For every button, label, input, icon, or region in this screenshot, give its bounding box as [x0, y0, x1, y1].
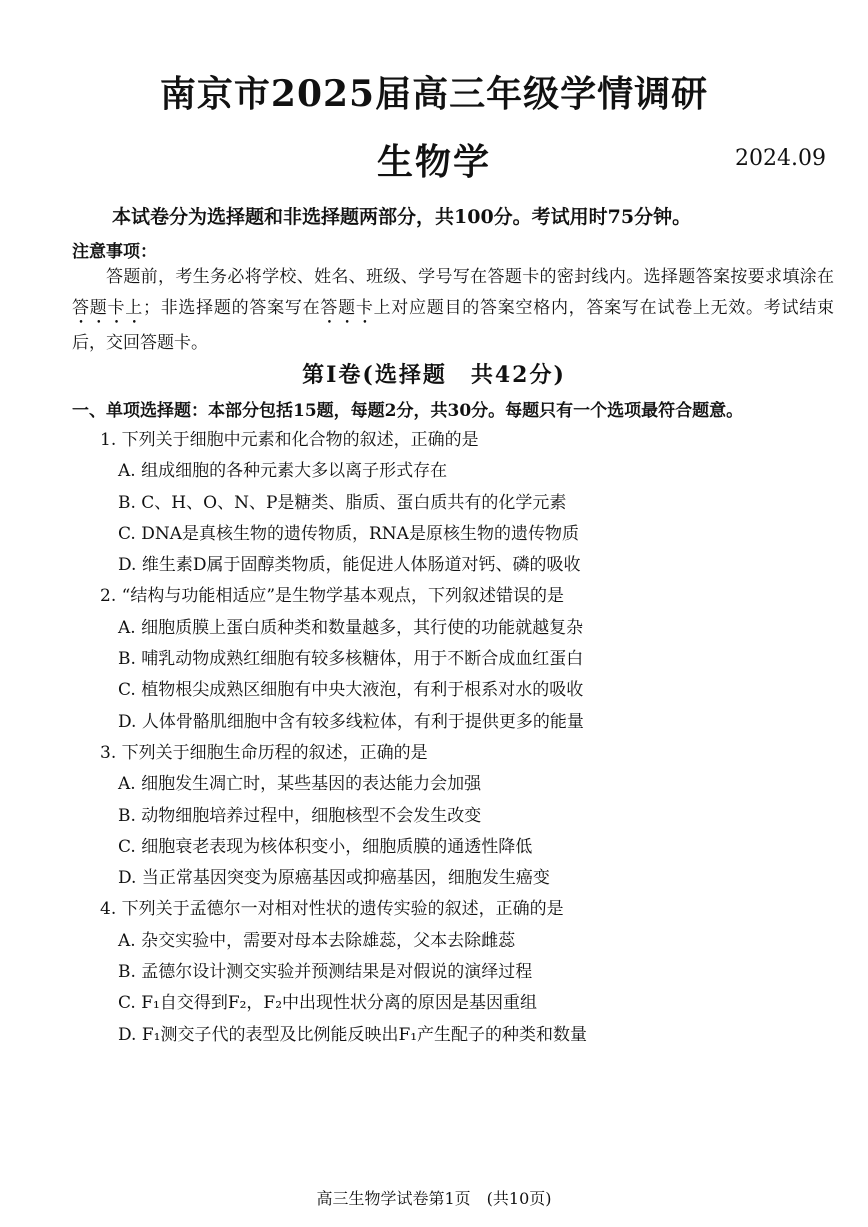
- question-option: A. 杂交实验中，需要对母本去除雄蕊，父本去除雌蕊: [118, 930, 516, 951]
- question-option: B. 孟德尔设计测交实验并预测结果是对假说的演绎过程: [118, 962, 533, 983]
- question-option: B. C、H、O、N、P是糖类、脂质、蛋白质共有的化学元素: [118, 492, 567, 513]
- notice-heading: 注意事项：: [72, 242, 157, 262]
- question-option: A. 细胞发生凋亡时，某些基因的表达能力会加强: [118, 774, 482, 795]
- notice-text-4: 后，交回答题卡。: [72, 333, 208, 353]
- question-option: D. 人体骨骼肌细胞中含有较多线粒体，有利于提供更多的能量: [118, 711, 584, 732]
- question-option: C. DNA是真核生物的遗传物质，RNA是原核生物的遗传物质: [118, 523, 579, 544]
- exam-subject: 生物学: [376, 141, 491, 183]
- section-one-heading: 一、单项选择题：本部分包括15题，每题2分，共30分。每题只有一个选项最符合题意。: [72, 401, 744, 421]
- page-footer: 高三生物学试卷第1页 (共10页): [316, 1189, 552, 1208]
- notice-text-3: 上对应题目的答案空格内，答案写在试卷上无效。考试结束: [373, 298, 835, 318]
- question-option: A. 细胞质膜上蛋白质种类和数量越多，其行使的功能就越复杂: [118, 617, 584, 638]
- exam-date: 2024.09: [735, 146, 826, 171]
- part-one-heading: 第Ⅰ卷(选择题 共42分): [302, 362, 566, 388]
- notice-text-1: 答题前，考生务必将学校、姓名、班级、学号写在答题卡的密封线内。选择题答案按要求填涂在: [106, 267, 834, 287]
- question-option: D. F₁测交子代的表型及比例能反映出F₁产生配子的种类和数量: [118, 1024, 588, 1045]
- question-option: B. 动物细胞培养过程中，细胞核型不会发生改变: [118, 805, 482, 826]
- question-stem: 3. 下列关于细胞生命历程的叙述，正确的是: [100, 742, 428, 763]
- question-option: D. 当正常基因突变为原癌基因或抑癌基因，细胞发生癌变: [118, 868, 550, 889]
- question-stem: 2. “结构与功能相适应”是生物学基本观点，下列叙述错误的是: [100, 586, 565, 607]
- question-stem: 1. 下列关于细胞中元素和化合物的叙述，正确的是: [100, 430, 479, 450]
- question-stem: 4. 下列关于孟德尔一对相对性状的遗传实验的叙述，正确的是: [100, 899, 564, 920]
- question-option: C. 细胞衰老表现为核体积变小，细胞质膜的通透性降低: [118, 836, 533, 857]
- notice-emphasis-2: 答题卡: [320, 298, 374, 318]
- exam-title: 南京市2025届高三年级学情调研: [159, 73, 709, 115]
- question-option: C. F₁自交得到F₂，F₂中出现性状分离的原因是基因重组: [118, 993, 538, 1014]
- question-list: [100, 425, 840, 1051]
- question-option: C. 植物根尖成熟区细胞有中央大液泡，有利于根系对水的吸收: [118, 680, 584, 701]
- notice-text-2: ；非选择题的答案写在: [142, 298, 321, 318]
- question-option: A. 组成细胞的各种元素大多以离子形式存在: [118, 461, 448, 482]
- notice-body: [72, 262, 834, 359]
- notice-emphasis-1: 答题卡上: [72, 298, 143, 318]
- question-option: D. 维生素D属于固醇类物质，能促进人体肠道对钙、磷的吸收: [118, 555, 581, 576]
- question-option: B. 哺乳动物成熟红细胞有较多核糖体，用于不断合成血红蛋白: [118, 649, 584, 670]
- exam-intro: 本试卷分为选择题和非选择题两部分，共100分。考试用时75分钟。: [112, 206, 692, 228]
